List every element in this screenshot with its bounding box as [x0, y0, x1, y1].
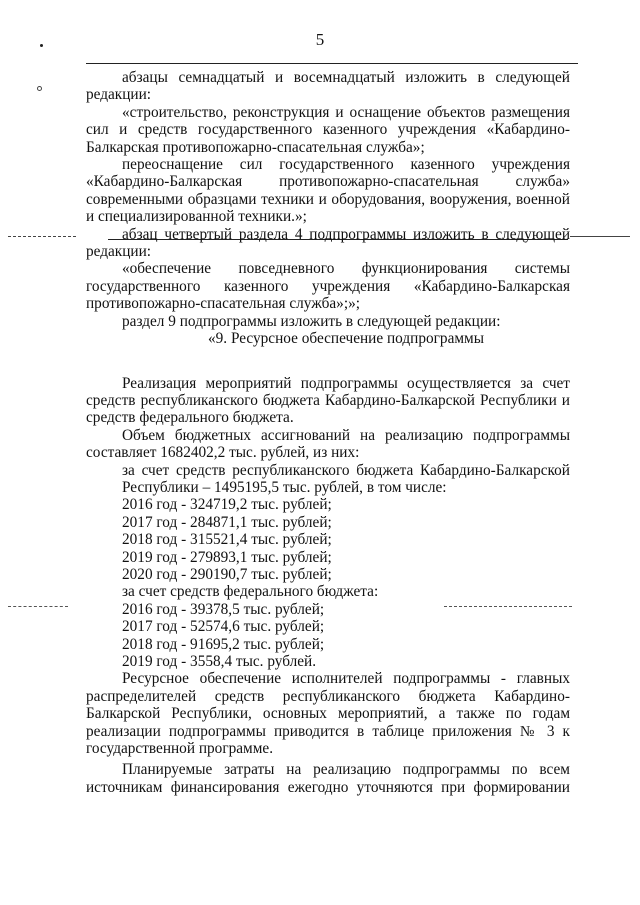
list-item: 2016 год - 39378,5 тыс. рублей;	[122, 600, 325, 618]
paragraph: Ресурсное обеспечение исполнителей подпрограммы - главных распределителей средств республиканского бюджета Кабардино-Балкарской Республики, основных мероприятий, а также по годам реализации подпрограммы приводится в таблице приложения № 3 к государственной программе.	[86, 670, 570, 758]
list-item: 2016 год - 324719,2 тыс. рублей;	[122, 496, 332, 514]
list-item: 2017 год - 52574,6 тыс. рублей;	[122, 618, 325, 636]
paragraph: раздел 9 подпрограммы изложить в следующей редакции:	[122, 312, 501, 330]
margin-mark	[570, 236, 630, 237]
paragraph: Объем бюджетных ассигнований на реализацию подпрограммы составляет 1682402,2 тыс. рублей, из них:	[86, 426, 570, 462]
list-item: 2017 год - 284871,1 тыс. рублей;	[122, 513, 332, 531]
paragraph: Планируемые затраты на реализацию подпрограммы по всем источникам финансирования ежегодно уточняются при формировании	[86, 761, 570, 796]
paragraph: переоснащение сил государственного казенного учреждения «Кабардино-Балкарская противопожарно-спасательная служба» современными образцами техники и оборудования, вооружения, военной и специализированной техники.»;	[86, 156, 570, 226]
paragraph: за счет средств республиканского бюджета Кабардино-Балкарской Республики – 1495195,5 тыс. рублей, в том числе:	[122, 461, 570, 496]
paragraph: «обеспечение повседневного функционирования системы государственного казенного учреждения «Кабардино-Балкарская противопожарно-спасательная служба»;»;	[86, 260, 570, 313]
list-item: 2018 год - 91695,2 тыс. рублей;	[122, 635, 325, 653]
margin-mark	[8, 236, 76, 237]
paragraph: абзац четвертый раздела 4 подпрограммы изложить в следующей редакции:	[86, 225, 570, 261]
page-number: 5	[315, 30, 325, 49]
scan-mark	[37, 86, 42, 91]
document-body	[86, 69, 570, 796]
section-heading: «9. Ресурсное обеспечение подпрограммы	[208, 330, 484, 348]
header-rule	[86, 63, 578, 64]
paragraph: Реализация мероприятий подпрограммы осуществляется за счет средств республиканского бюджета Кабардино-Балкарской Республики и средств федерального бюджета.	[86, 374, 570, 427]
paragraph: «строительство, реконструкция и оснащение объектов размещения сил и средств государственного казенного учреждения «Кабардино-Балкарская противопожарно-спасательная служба»;	[86, 103, 570, 156]
scan-mark	[40, 44, 43, 47]
federal-budget-years	[86, 601, 570, 671]
list-item: 2020 год - 290190,7 тыс. рублей;	[122, 565, 332, 583]
list-item: 2019 год - 279893,1 тыс. рублей;	[122, 548, 332, 566]
paragraph: абзацы семнадцатый и восемнадцатый изложить в следующей редакции:	[86, 69, 570, 104]
list-item: 2019 год - 3558,4 тыс. рублей.	[122, 653, 317, 670]
republican-budget-years	[86, 496, 570, 583]
list-item: 2018 год - 315521,4 тыс. рублей;	[122, 531, 332, 549]
margin-mark	[8, 606, 68, 607]
paragraph: за счет средств федерального бюджета:	[122, 583, 379, 601]
